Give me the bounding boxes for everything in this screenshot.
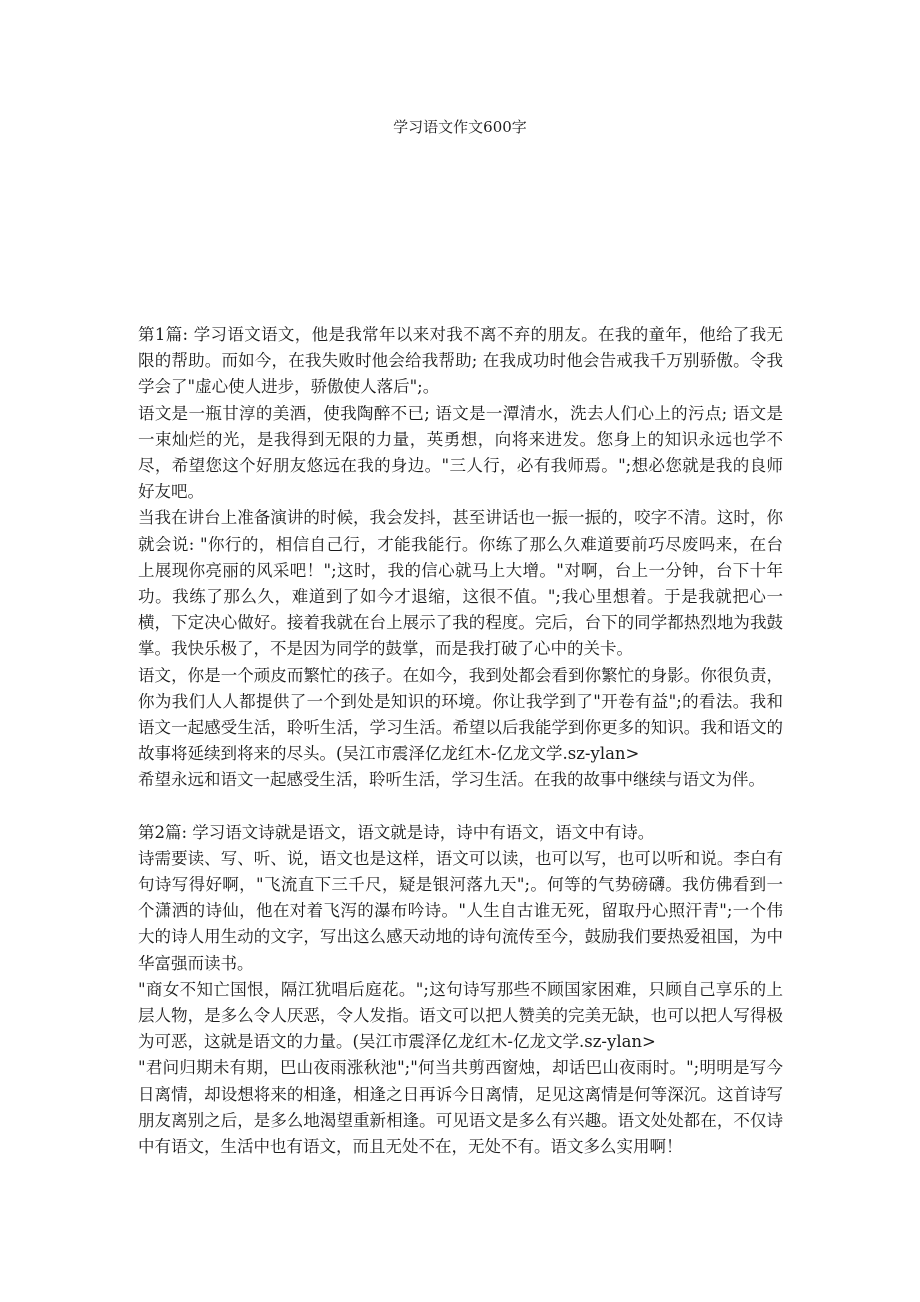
article-section-2 — [138, 820, 783, 1161]
article-section-1 — [138, 322, 783, 794]
paragraph: 第1篇: 学习语文语文，他是我常年以来对我不离不弃的朋友。在我的童年，他给了我无限的帮助。而如今，在我失败时他会给我帮助; 在我成功时他会告戒我千万别骄傲。令我学会了"虚心使人进步，骄傲使人落后";。 — [138, 325, 783, 397]
paragraph: 语文，你是一个顽皮而繁忙的孩子。在如今，我到处都会看到你繁忙的身影。你很负责，你为我们人人都提供了一个到处是知识的环境。你让我学到了"开卷有益";的看法。我和语文一起感受生活，聆听生活，学习生活。希望以后我能学到你更多的知识。我和语文的故事将延续到将来的尽头。(吴江市震泽亿龙红木-亿龙文学.sz-ylan> — [138, 665, 783, 764]
paragraph: "君问归期未有期，巴山夜雨涨秋池";"何当共剪西窗烛，却话巴山夜雨时。";明明是写今日离情，却设想将来的相逢，相逢之日再诉今日离情，足见这离情是何等深沉。这首诗写朋友离别之后，是多么地渴望重新相逢。可见语文是多么有兴趣。语文处处都在，不仅诗中有语文，生活中也有语文，而且无处不在，无处不有。语文多么实用啊！ — [138, 1058, 783, 1157]
paragraph: 诗需要读、写、听、说，语文也是这样，语文可以读，也可以写，也可以听和说。李白有句诗写得好啊，"飞流直下三千尺，疑是银河落九天";。何等的气势磅礴。我仿佛看到一个潇洒的诗仙，他在对着飞泻的瀑布吟诗。"人生自古谁无死，留取丹心照汗青";一个伟大的诗人用生动的文字，写出这么感天动地的诗句流传至今，鼓励我们要热爱祖国，为中华富强而读书。 — [138, 848, 783, 973]
document-title: 学习语文作文600字 — [393, 118, 527, 136]
paragraph: 当我在讲台上准备演讲的时候，我会发抖，甚至讲话也一振一振的，咬字不清。这时，你就会说: "你行的，相信自己行，才能我能行。你练了那么久难道要前巧尽废吗来，在台上展现你亮丽的风采吧！";这时，我的信心就马上大增。"对啊，台上一分钟，台下十年功。我练了那么久，难道到了如今才退缩，这很不值。";我心里想着。于是我就把心一横，下定决心做好。接着我就在台上展示了我的程度。完后，台下的同学都热烈地为我鼓掌。我快乐极了，不是因为同学的鼓掌，而是我打破了心中的关卡。 — [138, 508, 783, 659]
paragraph: 语文是一瓶甘淳的美酒，使我陶醉不已; 语文是一潭清水，洗去人们心上的污点; 语文是一束灿烂的光，是我得到无限的力量，英勇想，向将来进发。您身上的知识永远也学不尽，希望您这个好朋友悠远在我的身边。"三人行，必有我师焉。";想必您就是我的良师好友吧。 — [138, 403, 783, 502]
document-body — [138, 322, 783, 1160]
paragraph: "商女不知亡国恨，隔江犹唱后庭花。";这句诗写那些不顾国家困难，只顾自己享乐的上层人物，是多么令人厌恶，令人发指。语文可以把人赞美的完美无缺，也可以把人写得极为可恶，这就是语文的力量。(吴江市震泽亿龙红木-亿龙文学.sz-ylan> — [138, 979, 783, 1052]
paragraph: 希望永远和语文一起感受生活，聆听生活，学习生活。在我的故事中继续与语文为伴。 — [138, 770, 765, 790]
section-spacer — [138, 794, 783, 820]
paragraph: 第2篇: 学习语文诗就是语文，语文就是诗，诗中有语文，语文中有诗。 — [138, 822, 655, 842]
